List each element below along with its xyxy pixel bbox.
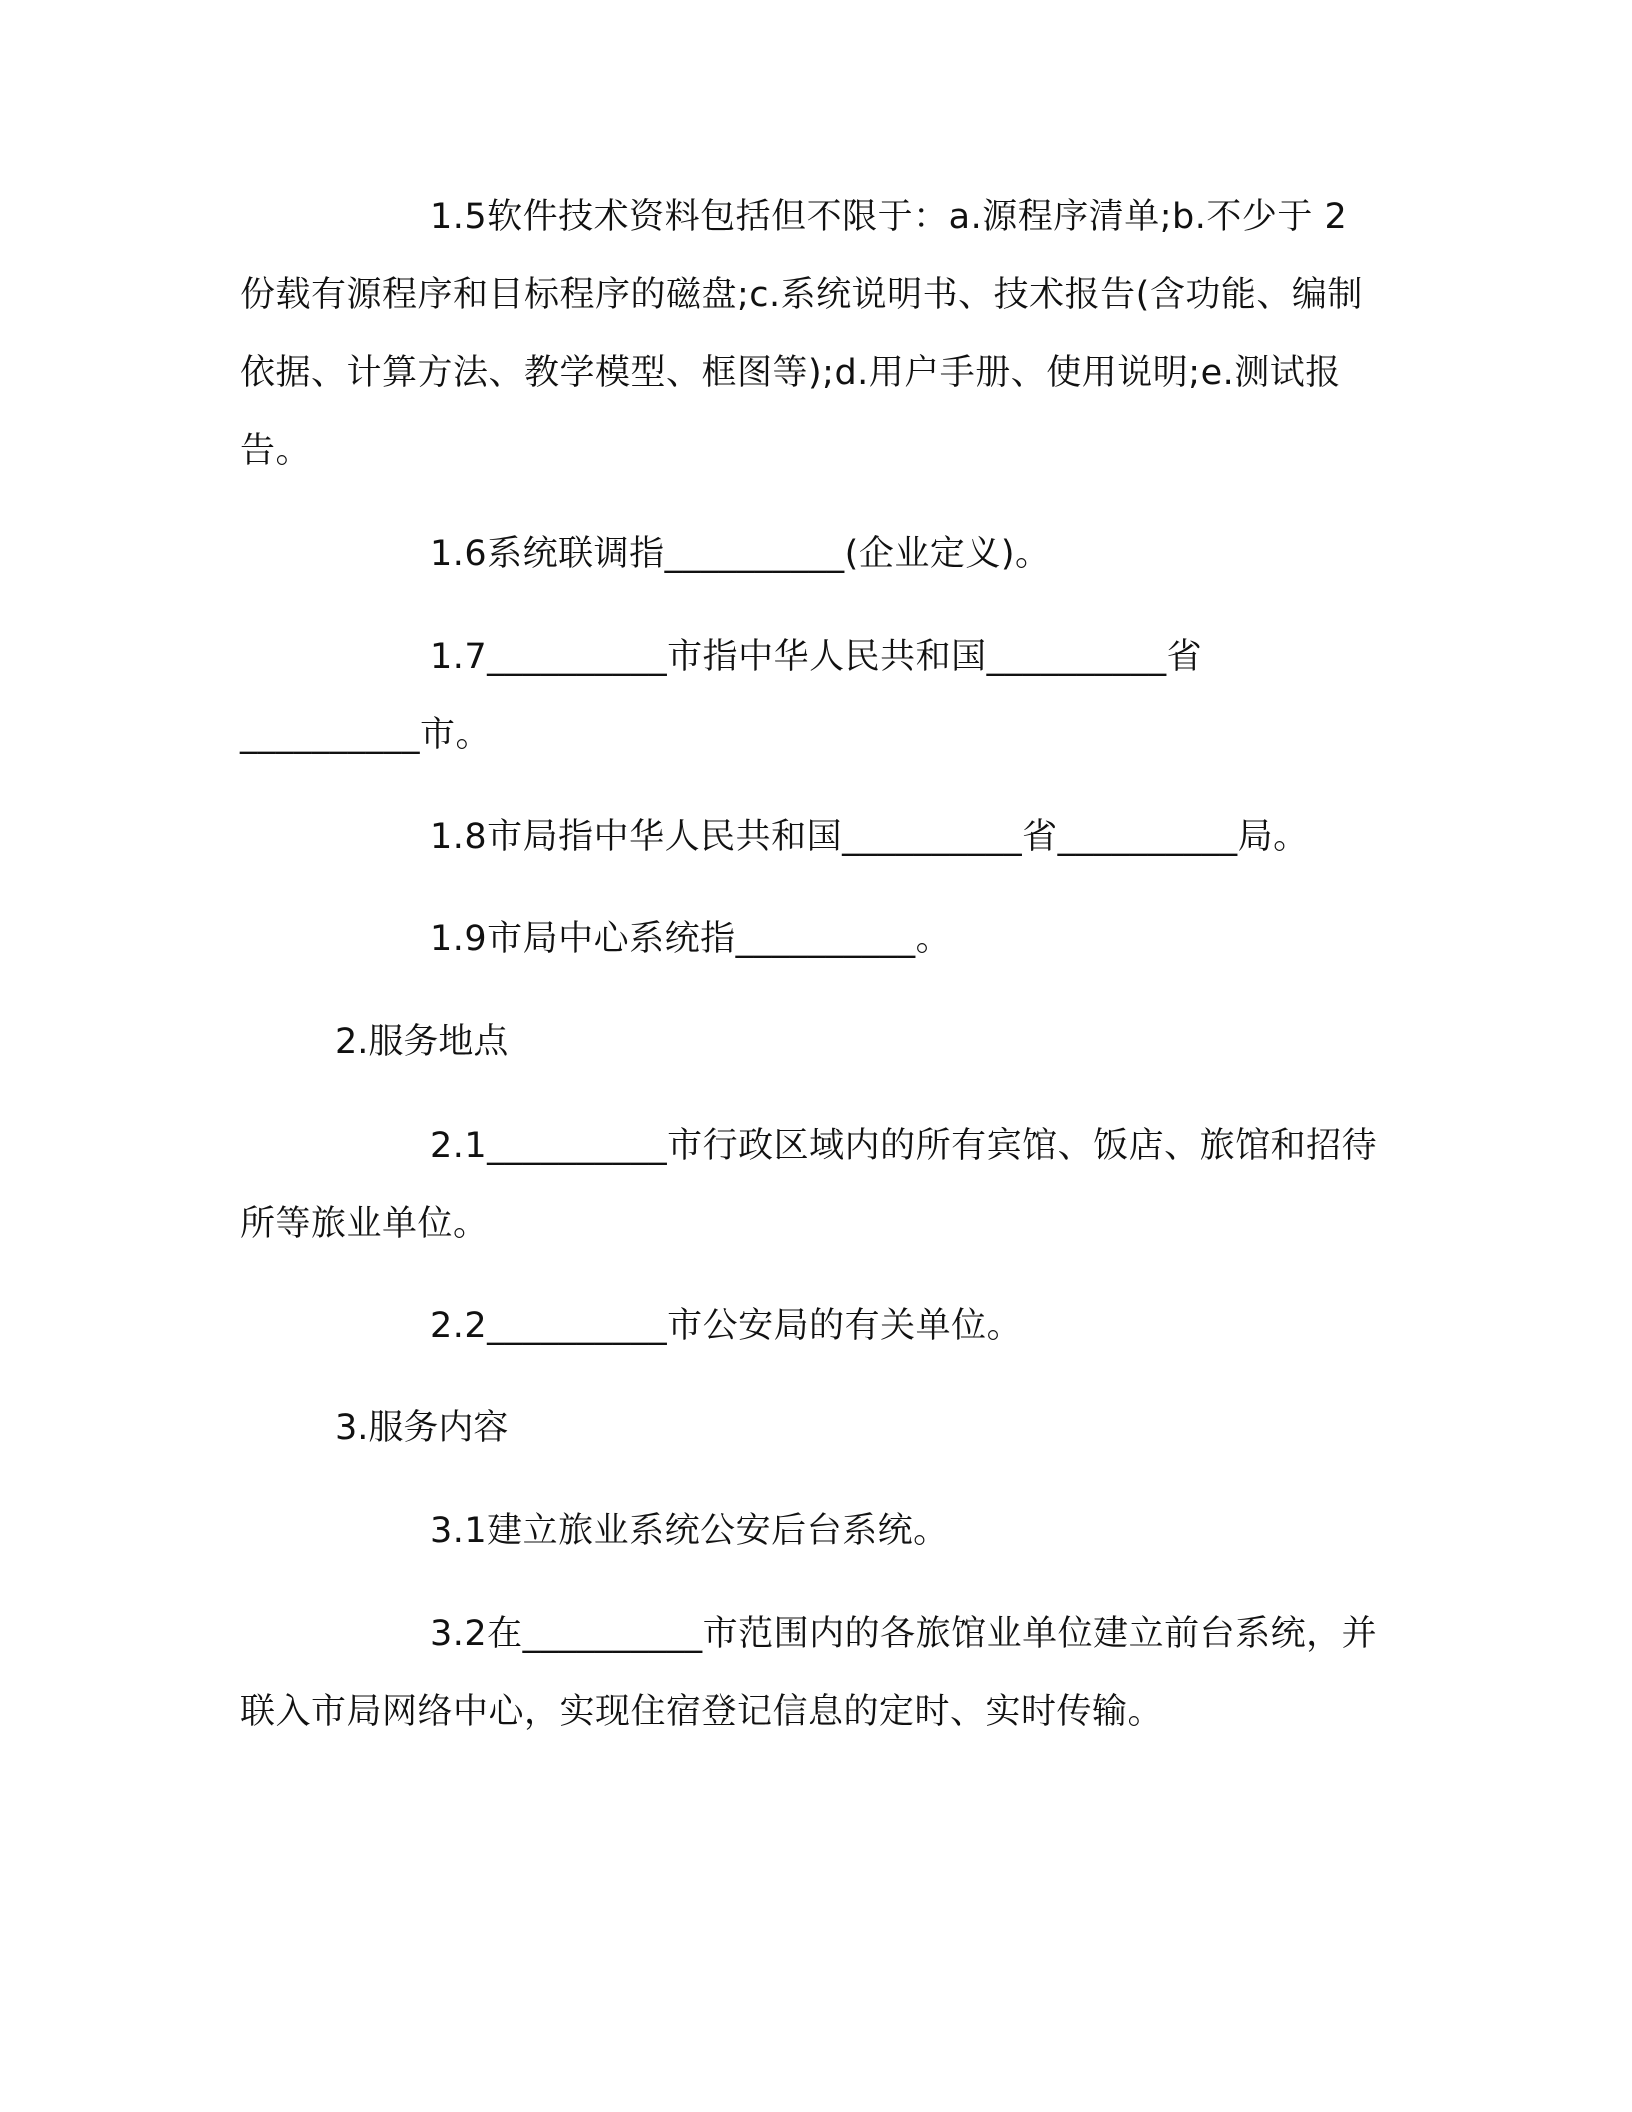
section-heading-service-location: 2.服务地点 bbox=[335, 1022, 509, 1062]
clause-1-7 bbox=[240, 618, 1380, 774]
clause-text: __________市公安局的有关单位。 bbox=[487, 1306, 1023, 1346]
clause-1-9 bbox=[240, 900, 1380, 978]
clause-number: 2.2 bbox=[430, 1306, 488, 1346]
clause-text: 建立旅业系统公安后台系统。 bbox=[487, 1511, 949, 1551]
clause-number: 1.6 bbox=[430, 534, 488, 574]
clause-1-5 bbox=[240, 178, 1380, 490]
clause-text: 软件技术资料包括但不限于：a.源程序清单;b.不少于 2 份载有源程序和目标程序的磁盘;c.系统说明书、技术报告(含功能、编制依据、计算方法、教学模型、框图等);d.用户手册、使用说明;e.测试报告。 bbox=[240, 197, 1363, 471]
clause-text: __________市指中华人民共和国__________省__________市。 bbox=[240, 637, 1203, 755]
clause-2-1 bbox=[240, 1107, 1380, 1263]
clause-text: 市局中心系统指__________。 bbox=[487, 919, 952, 959]
clause-2-2 bbox=[240, 1287, 1380, 1365]
clause-text: 市局指中华人民共和国__________省__________局。 bbox=[487, 817, 1309, 857]
clause-3-2 bbox=[240, 1595, 1380, 1751]
clause-3-1 bbox=[240, 1492, 1380, 1570]
clause-text: __________市行政区域内的所有宾馆、饭店、旅馆和招待所等旅业单位。 bbox=[240, 1126, 1378, 1244]
clause-1-6 bbox=[240, 515, 1380, 593]
clause-text: 系统联调指__________(企业定义)。 bbox=[487, 534, 1051, 574]
clause-number: 1.8 bbox=[430, 817, 488, 857]
clause-number: 1.9 bbox=[430, 919, 488, 959]
clause-number: 3.2 bbox=[430, 1614, 488, 1654]
clause-number: 1.5 bbox=[430, 197, 488, 237]
clause-number: 2.1 bbox=[430, 1126, 488, 1166]
section-heading-service-content: 3.服务内容 bbox=[335, 1408, 509, 1448]
clause-number: 3.1 bbox=[430, 1511, 488, 1551]
clause-number: 1.7 bbox=[430, 637, 488, 677]
clause-1-8 bbox=[240, 798, 1380, 876]
clause-text: 在__________市范围内的各旅馆业单位建立前台系统，并联入市局网络中心，实现住宿登记信息的定时、实时传输。 bbox=[240, 1614, 1378, 1732]
